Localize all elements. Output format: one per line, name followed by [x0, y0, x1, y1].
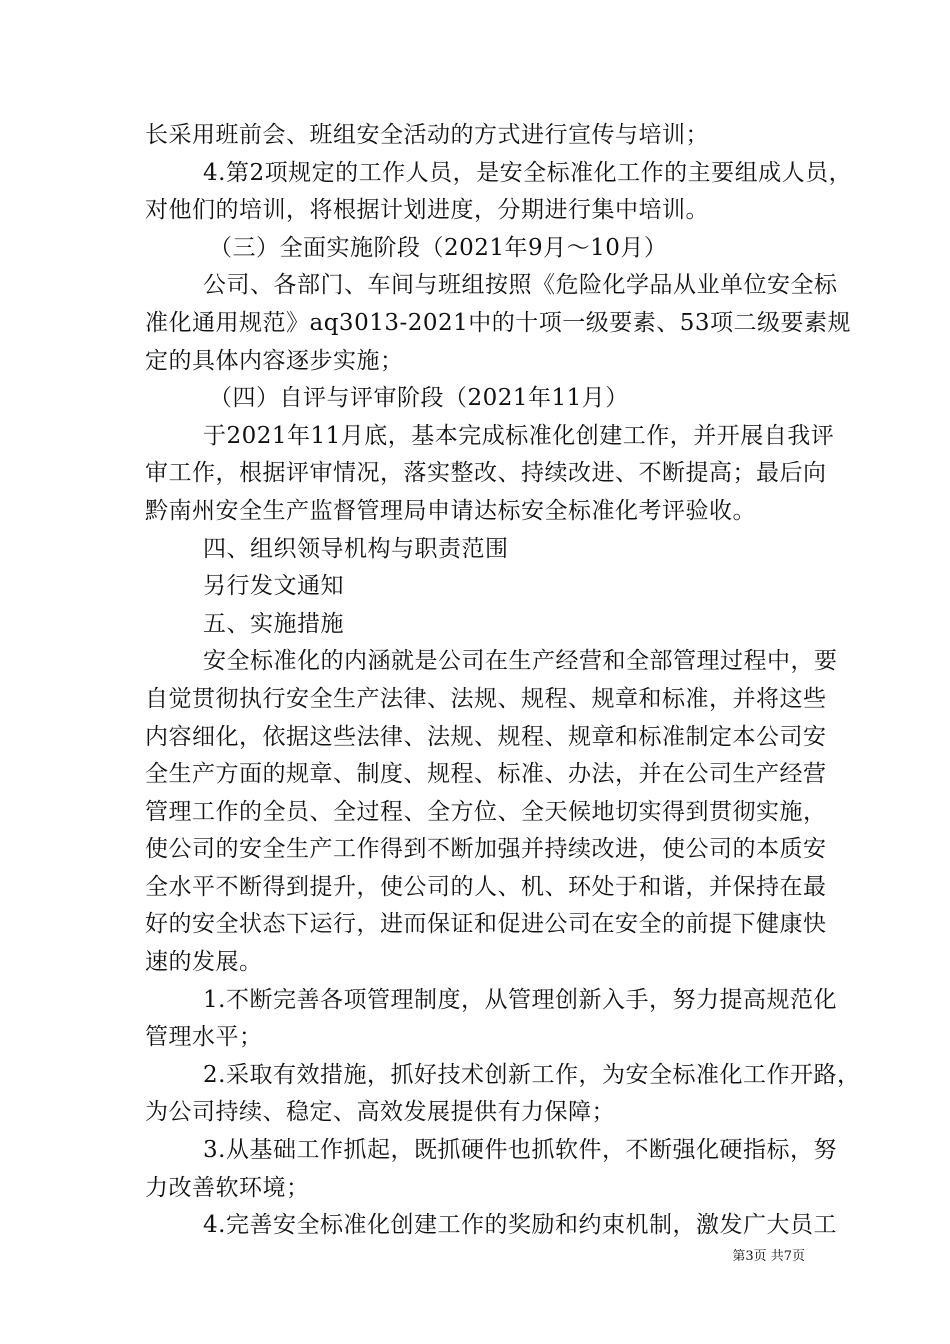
section-heading: 五、实施措施	[203, 610, 344, 637]
section-heading: （四）自评与评审阶段（2021年11月）	[209, 385, 629, 412]
list-item: 3.从基础工作抓起，既抓硬件也抓软件，不断强化硬指标，努	[203, 1137, 837, 1164]
list-item: 4.完善安全标准化创建工作的奖励和约束机制，激发广大员工	[203, 1212, 837, 1239]
body-line: 全生产方面的规章、制度、规程、标准、办法，并在公司生产经营	[145, 761, 827, 788]
document-body	[145, 117, 861, 1245]
page-number: 第3页 共7页	[732, 1249, 805, 1264]
body-line: 力改善软环境；	[145, 1174, 310, 1201]
body-line: 使公司的安全生产工作得到不断加强并持续改进，使公司的本质安	[145, 836, 827, 863]
body-line: 另行发文通知	[203, 573, 344, 600]
body-line: 黔南州安全生产监督管理局申请达标安全标准化考评验收。	[145, 497, 756, 524]
section-heading: 四、组织领导机构与职责范围	[203, 535, 509, 562]
body-line: 于2021年11月底，基本完成标准化创建工作，并开展自我评	[203, 422, 835, 449]
section-heading: （三）全面实施阶段（2021年9月～10月）	[209, 234, 668, 261]
body-line: 管理工作的全员、全过程、全方位、全天候地切实得到贯彻实施，	[145, 798, 827, 825]
body-line: 定的具体内容逐步实施；	[145, 347, 404, 374]
body-line: 准化通用规范》aq3013-2021中的十项一级要素、53项二级要素规	[145, 309, 852, 336]
body-line: 安全标准化的内涵就是公司在生产经营和全部管理过程中，要	[203, 648, 838, 675]
body-line: 对他们的培训，将根据计划进度，分期进行集中培训。	[145, 197, 709, 224]
body-line: 好的安全状态下运行，进而保证和促进公司在安全的前提下健康快	[145, 911, 827, 938]
body-line: 公司、各部门、车间与班组按照《危险化学品从业单位安全标	[203, 272, 838, 299]
body-line: 4.第2项规定的工作人员，是安全标准化工作的主要组成人员，	[203, 159, 853, 186]
body-line: 审工作，根据评审情况，落实整改、持续改进、不断提高；最后向	[145, 460, 827, 487]
body-line: 管理水平；	[145, 1024, 263, 1051]
body-line: 自觉贯彻执行安全生产法律、法规、规程、规章和标准，并将这些	[145, 685, 827, 712]
body-line: 为公司持续、稳定、高效发展提供有力保障；	[145, 1099, 615, 1126]
list-item: 1.不断完善各项管理制度，从管理创新入手，努力提高规范化	[203, 986, 837, 1013]
body-line: 长采用班前会、班组安全活动的方式进行宣传与培训；	[145, 122, 709, 148]
list-item: 2.采取有效措施，抓好技术创新工作，为安全标准化工作开路，	[203, 1061, 861, 1088]
body-line: 内容细化，依据这些法律、法规、规程、规章和标准制定本公司安	[145, 723, 827, 750]
body-line: 全水平不断得到提升，使公司的人、机、环处于和谐，并保持在最	[145, 873, 827, 900]
body-line: 速的发展。	[145, 949, 263, 976]
